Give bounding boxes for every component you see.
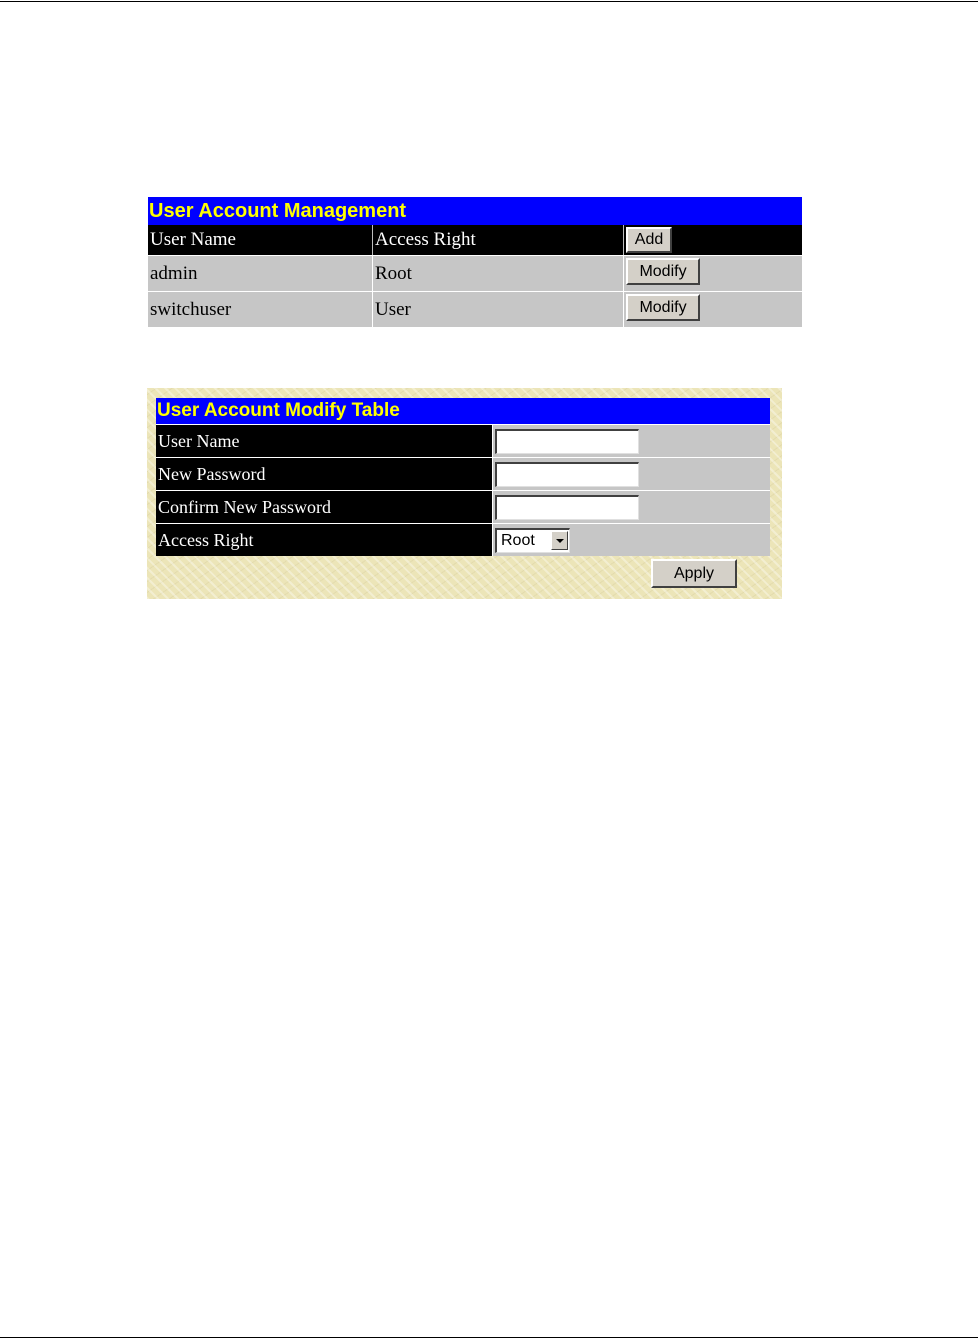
access-right-select[interactable] [495,528,570,553]
management-title: User Account Management [148,197,802,225]
add-cell [624,225,802,255]
modify-button-admin[interactable]: Modify [626,258,700,285]
user-name-cell: switchuser [148,292,373,327]
modify-table-title: User Account Modify Table [156,398,770,424]
confirm-password-row [156,490,770,523]
access-right-cell: User [373,292,624,327]
dropdown-arrow-icon[interactable] [551,531,568,550]
new-password-label: New Password [156,458,493,490]
new-password-row [156,457,770,490]
confirm-password-label: Confirm New Password [156,491,493,523]
access-right-row [156,523,770,556]
user-name-cell: admin [148,256,373,291]
confirm-password-field-cell [493,491,770,523]
new-password-field-cell [493,458,770,490]
user-name-input[interactable] [495,429,639,454]
column-header-user-name: User Name [148,225,373,255]
apply-button[interactable]: Apply [651,559,737,588]
action-cell [624,256,802,291]
confirm-password-input[interactable] [495,495,639,520]
user-name-row [156,424,770,457]
user-account-modify-table [156,398,770,556]
access-right-selected-value: Root [501,531,535,549]
new-password-input[interactable] [495,462,639,487]
modify-panel [147,388,782,599]
user-name-field-cell [493,425,770,457]
access-right-field-cell [493,524,770,556]
table-row [148,255,802,291]
user-account-management-table [148,197,802,327]
top-rule [0,1,978,2]
add-button[interactable]: Add [626,227,672,253]
management-header-row [148,225,802,255]
modify-button-switchuser[interactable]: Modify [626,294,700,321]
table-row [148,291,802,327]
column-header-access-right: Access Right [373,225,624,255]
action-cell [624,292,802,327]
bottom-rule [0,1337,978,1338]
user-name-label: User Name [156,425,493,457]
access-right-label: Access Right [156,524,493,556]
access-right-cell: Root [373,256,624,291]
